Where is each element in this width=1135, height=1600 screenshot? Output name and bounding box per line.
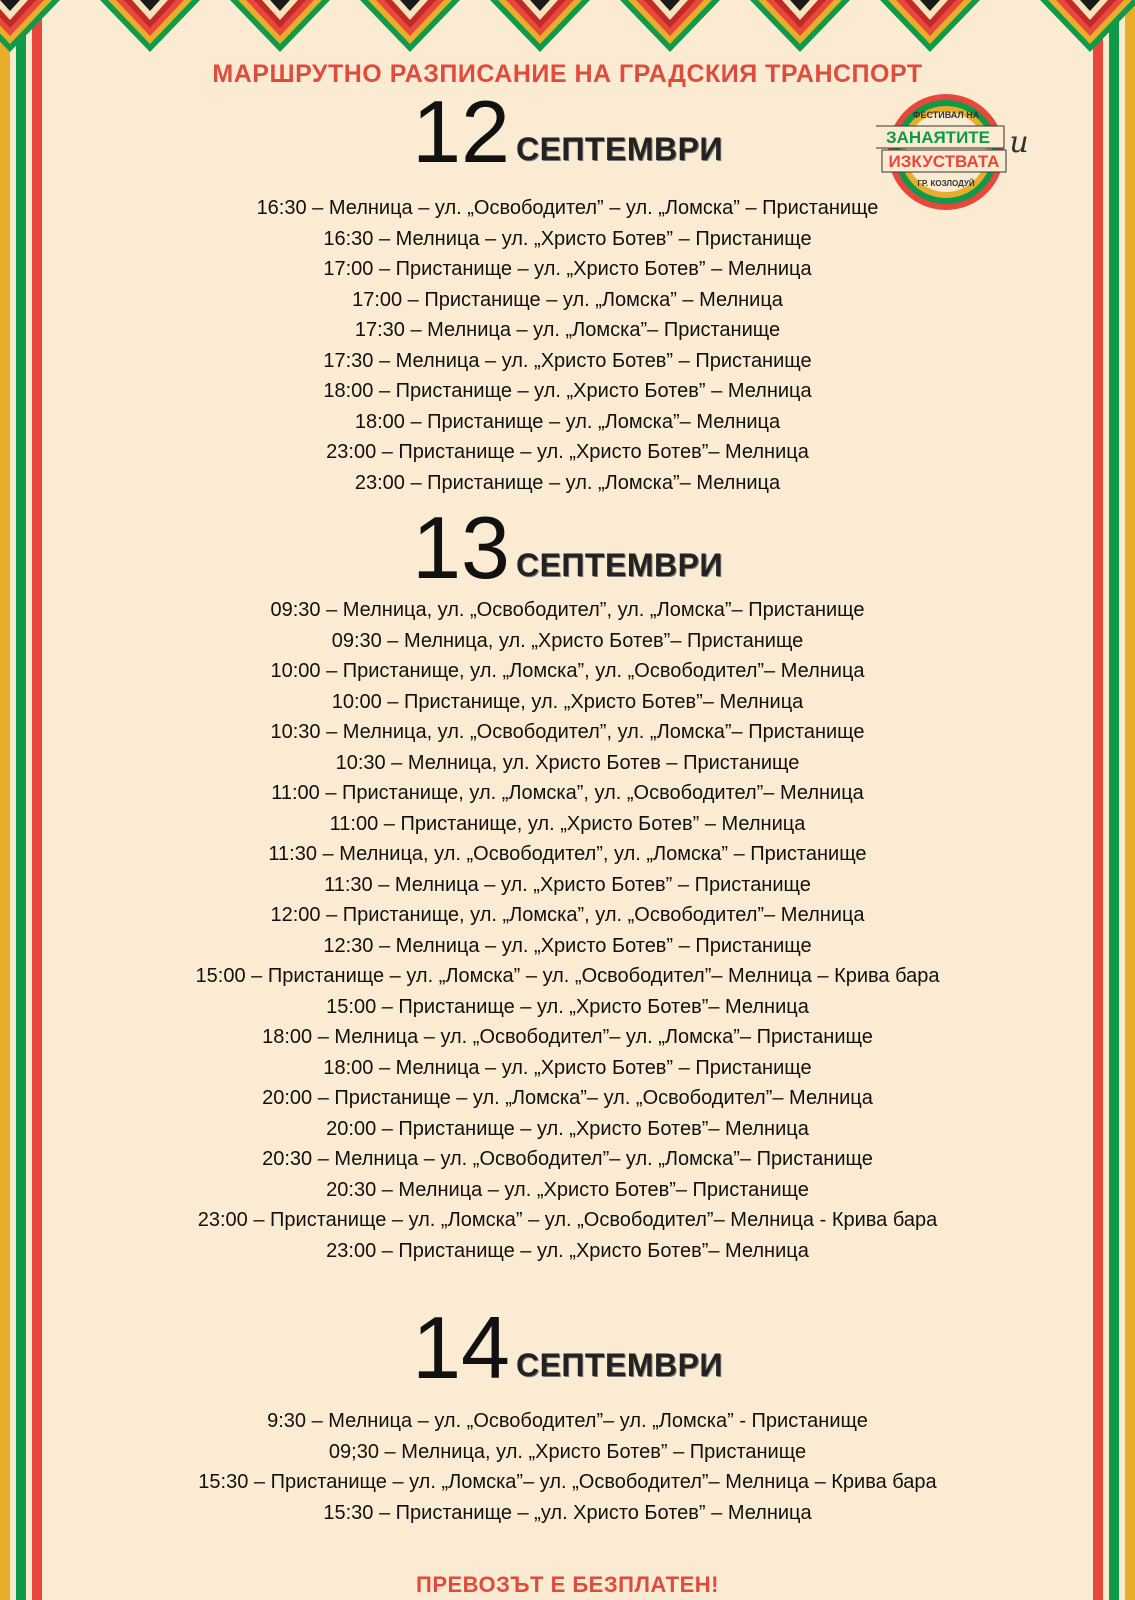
- route-entry: 10:00 – Пристанище, ул. „Ломска”, ул. „Освободител”– Мелница: [270, 660, 865, 682]
- month-label: СЕПТЕМВРИ: [515, 131, 723, 167]
- route-entry: 23:00 – Пристанище – ул. „Ломска”– Мелница: [354, 471, 781, 494]
- route-entry: 09:30 – Мелница, ул. „Христо Ботев”– Пристанище: [331, 629, 804, 652]
- route-entry: 18:00 – Пристанище – ул. „Христо Ботев” – Мелница: [323, 380, 812, 402]
- logo-connector: и: [1009, 125, 1029, 160]
- route-entry: 20:30 – Мелница – ул. „Освободител”– ул. „Ломска”– Пристанище: [262, 1148, 873, 1170]
- route-entry: 10:00 – Пристанище, ул. „Христо Ботев”– Мелница: [331, 690, 804, 713]
- route-entry: 15:30 – Пристанище – ул. „Ломска”– ул. „Освободител”– Мелница – Крива бара: [198, 1471, 937, 1493]
- logo-line1: ФЕСТИВАЛ НА: [912, 110, 980, 120]
- route-entry: 17:00 – Пристанище – ул. „Ломска” – Мелница: [352, 288, 783, 311]
- logo-line4: ГР. КОЗЛОДУЙ: [917, 179, 975, 188]
- day-number: 14: [412, 1298, 510, 1397]
- route-entry: 10:30 – Мелница, ул. „Освободител”, ул. „Ломска”– Пристанище: [270, 721, 865, 743]
- route-entry: 11:30 – Мелница, ул. „Освободител”, ул. „Ломска” – Пристанище: [268, 843, 867, 865]
- logo-line2: ЗАНАЯТИТЕ: [885, 128, 991, 147]
- day-number: 12: [412, 82, 510, 181]
- route-entry: 12:00 – Пристанище, ул. „Ломска”, ул. „Освободител”– Мелница: [270, 904, 865, 926]
- route-entry: 16:30 – Мелница – ул. „Христо Ботев” – Пристанище: [323, 227, 812, 250]
- month-label: СЕПТЕМВРИ: [515, 547, 723, 583]
- free-transport-notice: ПРЕВОЗЪТ Е БЕЗПЛАТЕН!: [416, 1572, 719, 1597]
- route-entry: 9:30 – Мелница – ул. „Освободител”– ул. „Ломска” - Пристанище: [267, 1410, 868, 1432]
- route-entry: 09;30 – Мелница, ул. „Христо Ботев” – Пристанище: [328, 1440, 807, 1463]
- route-entry: 11:00 – Пристанище, ул. „Христо Ботев” – Мелница: [329, 812, 806, 835]
- embroidered-top-border: [0, 0, 1135, 62]
- route-entry: 11:00 – Пристанище, ул. „Ломска”, ул. „Освободител”– Мелница: [271, 782, 864, 804]
- route-entry: 17:00 – Пристанище – ул. „Христо Ботев” – Мелница: [323, 258, 812, 280]
- day-number: 13: [412, 498, 510, 597]
- route-entry: 09:30 – Мелница, ул. „Освободител”, ул. „Ломска”– Пристанище: [270, 599, 865, 621]
- schedule-day-14: [0, 1406, 1135, 1528]
- route-entry: 16:30 – Мелница – ул. „Освободител” – ул. „Ломска” – Пристанище: [256, 197, 879, 219]
- date-heading-12: [0, 82, 1135, 181]
- schedule-day-12: [0, 193, 1135, 498]
- route-entry: 12:30 – Мелница – ул. „Христо Ботев” – Пристанище: [323, 934, 812, 957]
- route-entry: 18:00 – Мелница – ул. „Освободител”– ул. „Ломска”– Пристанище: [262, 1026, 873, 1048]
- route-entry: 23:00 – Пристанище – ул. „Христо Ботев”– Мелница: [326, 1239, 809, 1262]
- route-entry: 20:00 – Пристанище – ул. „Ломска”– ул. „Освободител”– Мелница: [262, 1087, 873, 1109]
- route-entry: 18:00 – Пристанище – ул. „Ломска”– Мелница: [354, 410, 781, 433]
- route-entry: 11:30 – Мелница – ул. „Христо Ботев” – Пристанище: [324, 873, 811, 896]
- logo-line3: ИЗКУСТВАТА: [888, 152, 1000, 171]
- route-entry: 15:00 – Пристанище – ул. „Ломска” – ул. „Освободител”– Мелница – Крива бара: [195, 965, 940, 987]
- route-entry: 23:00 – Пристанище – ул. „Христо Ботев”– Мелница: [326, 441, 809, 463]
- route-entry: 15:00 – Пристанище – ул. „Христо Ботев”– Мелница: [326, 995, 809, 1018]
- route-entry: 20:30 – Мелница – ул. „Христо Ботев”– Пристанище: [326, 1178, 809, 1201]
- route-entry: 17:30 – Мелница – ул. „Христо Ботев” – Пристанище: [323, 349, 812, 372]
- date-heading-13: [0, 498, 1135, 597]
- date-heading-14: [0, 1298, 1135, 1397]
- schedule-day-13: [0, 595, 1135, 1266]
- route-entry: 15:30 – Пристанище – „ул. Христо Ботев” – Мелница: [323, 1501, 812, 1524]
- page-headline: МАРШРУТНО РАЗПИСАНИЕ НА ГРАДСКИЯ ТРАНСПОРТ: [212, 60, 923, 88]
- route-entry: 18:00 – Мелница – ул. „Христо Ботев” – Пристанище: [323, 1056, 812, 1079]
- month-label: СЕПТЕМВРИ: [515, 1347, 723, 1383]
- route-entry: 17:30 – Мелница – ул. „Ломска”– Пристанище: [354, 319, 781, 341]
- route-entry: 10:30 – Мелница, ул. Христо Ботев – Пристанище: [335, 751, 800, 774]
- route-entry: 20:00 – Пристанище – ул. „Христо Ботев”– Мелница: [326, 1117, 809, 1140]
- route-entry: 23:00 – Пристанище – ул. „Ломска” – ул. „Освободител”– Мелница - Крива бара: [197, 1209, 938, 1231]
